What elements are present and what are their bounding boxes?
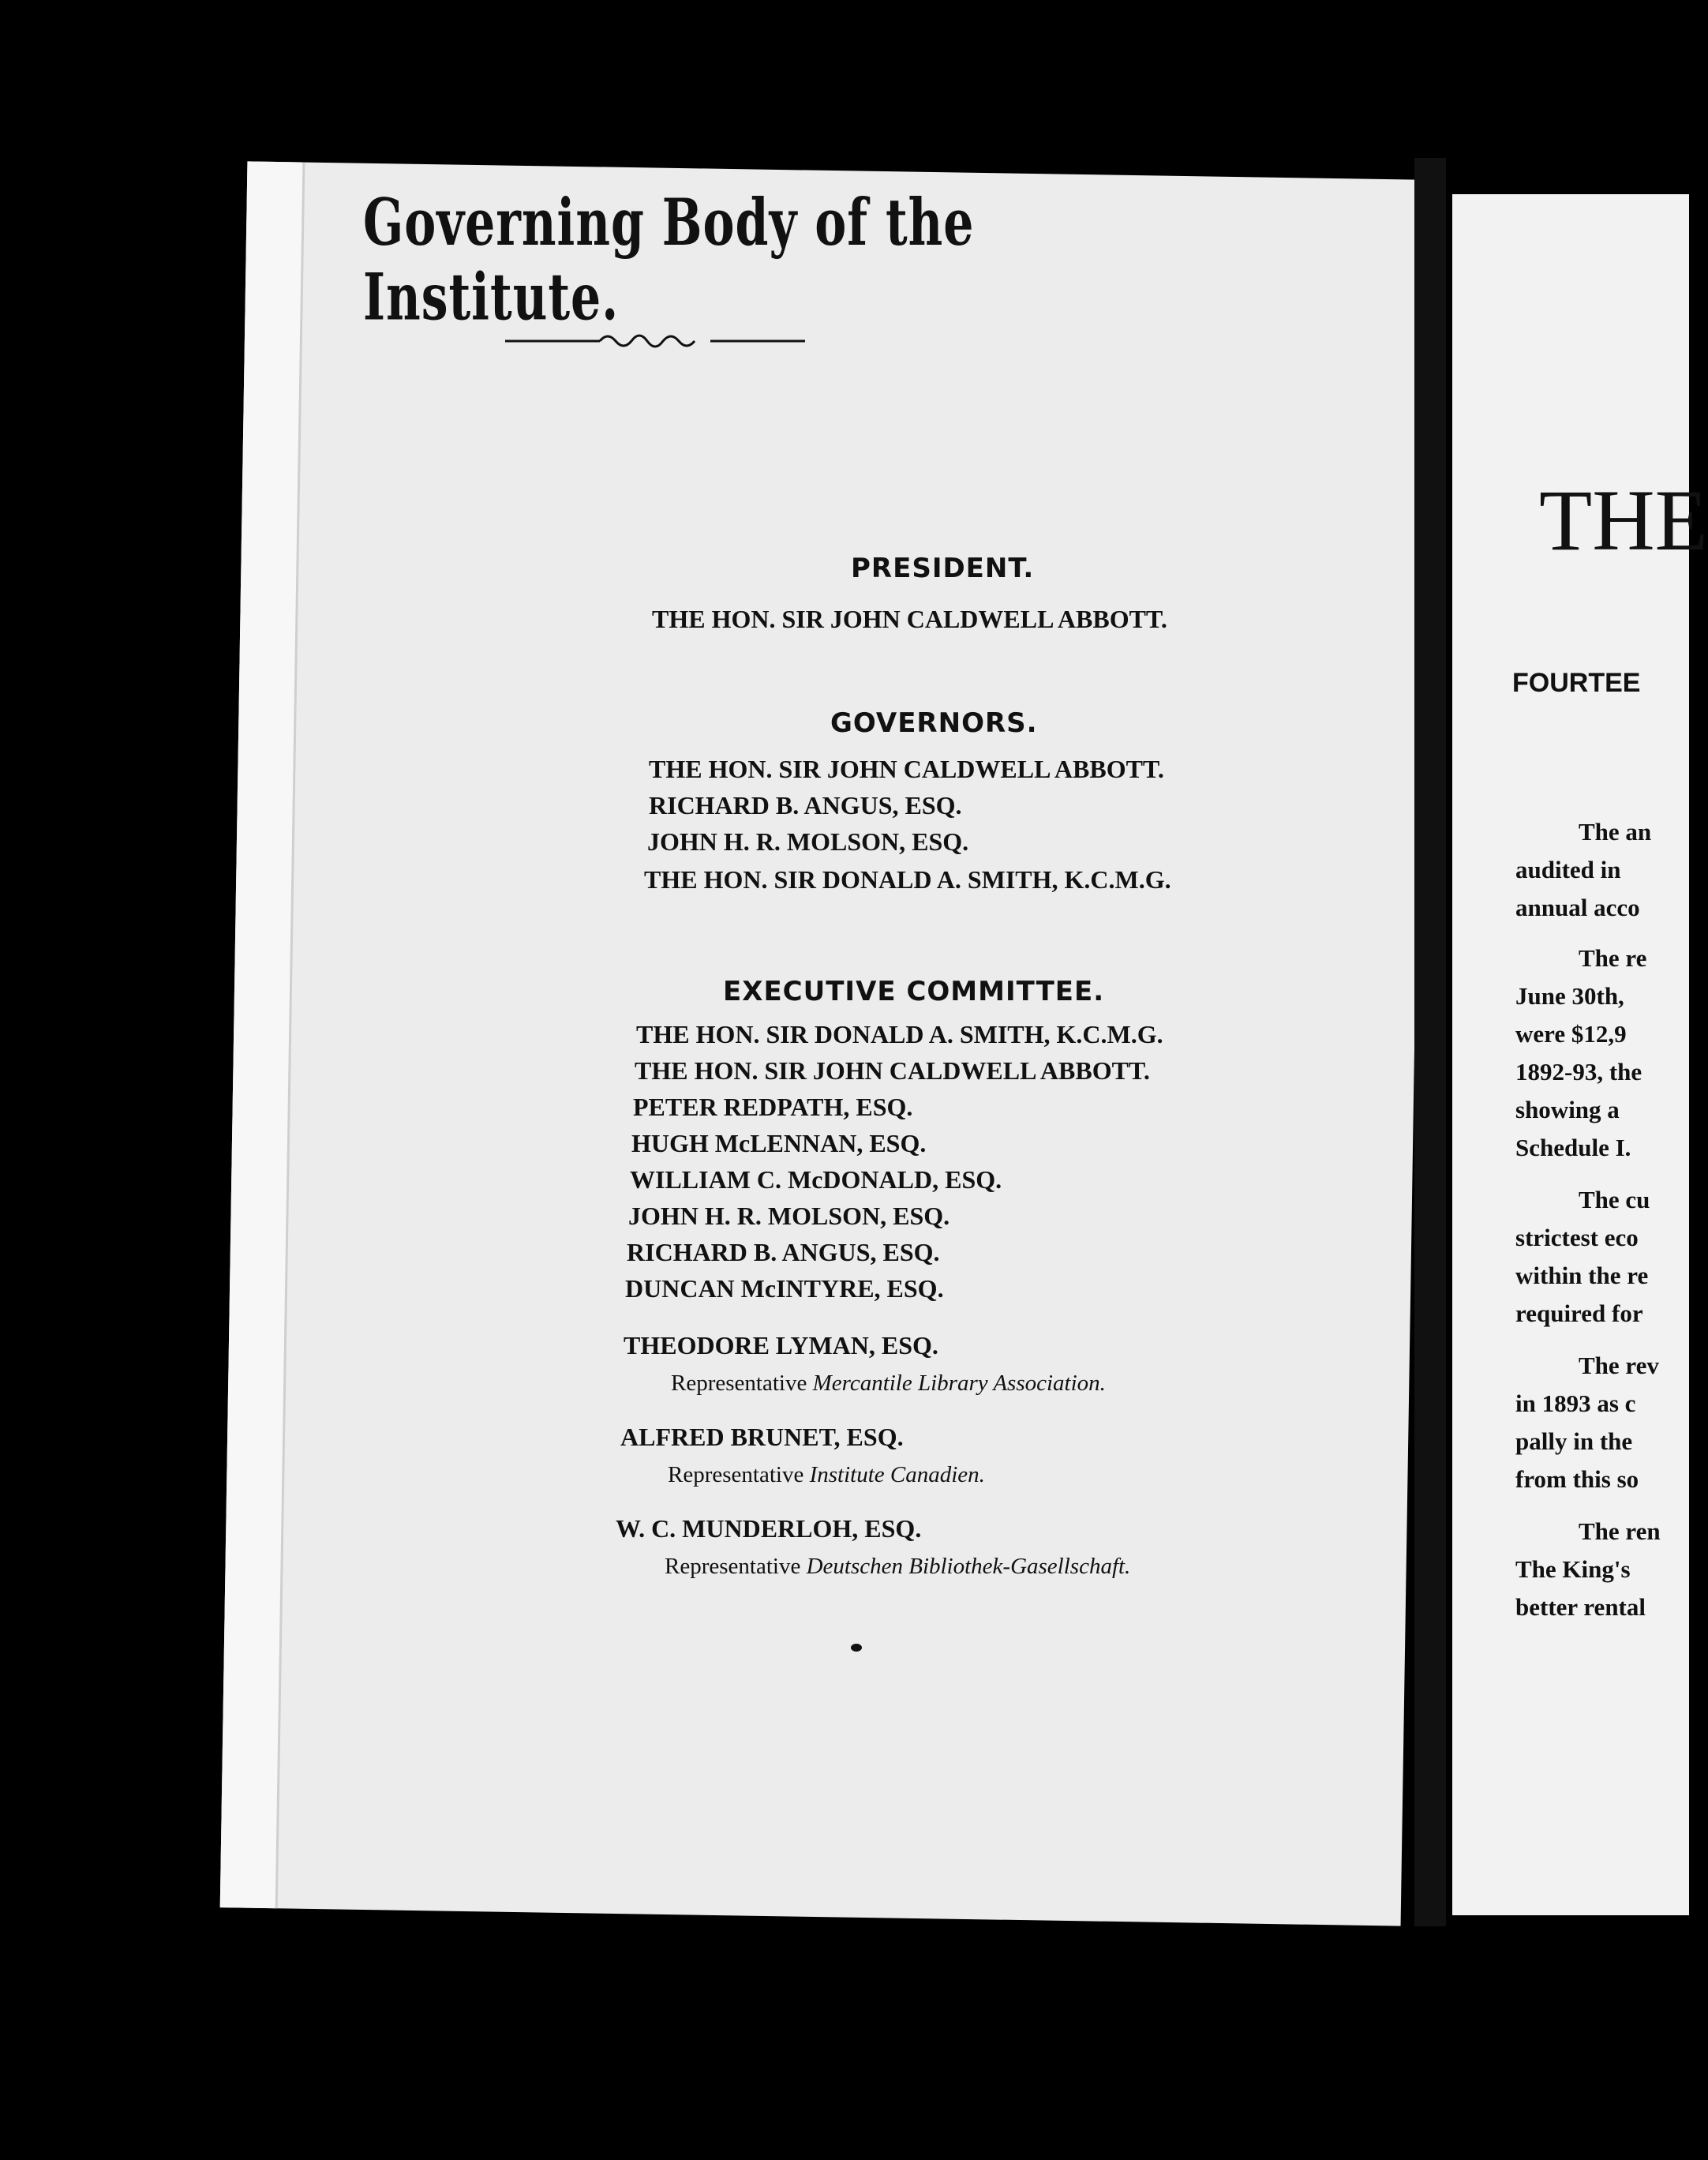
executive-committee-title: EXECUTIVE COMMITTEE. xyxy=(723,976,1105,1007)
committee-member: DUNCAN McINTYRE, ESQ. xyxy=(625,1274,944,1303)
body-line: June 30th, xyxy=(1515,982,1624,1010)
body-line: 1892-93, the xyxy=(1515,1058,1642,1086)
page-heading: Governing Body of the Institute. xyxy=(363,186,975,336)
representative-prefix: Representative xyxy=(668,1462,804,1487)
body-line: pally in the xyxy=(1515,1427,1633,1455)
governor-name: RICHARD B. ANGUS, ESQ. xyxy=(649,791,962,819)
representative-prefix: Representative xyxy=(665,1554,801,1579)
representative-prefix: Representative xyxy=(671,1371,807,1396)
representative-name: W. C. MUNDERLOH, ESQ. xyxy=(616,1514,922,1543)
committee-member: PETER REDPATH, ESQ. xyxy=(633,1093,913,1121)
representative-name: THEODORE LYMAN, ESQ. xyxy=(624,1331,938,1359)
body-line: audited in xyxy=(1515,856,1621,883)
right-page xyxy=(1452,194,1708,1915)
body-line: within the re xyxy=(1515,1262,1649,1289)
page-edge xyxy=(220,161,305,1908)
body-line: The cu xyxy=(1579,1186,1650,1213)
governor-name: THE HON. SIR DONALD A. SMITH, K.C.M.G. xyxy=(644,865,1171,894)
committee-member: JOHN H. R. MOLSON, ESQ. xyxy=(628,1202,950,1230)
end-bullet-icon xyxy=(851,1644,862,1652)
body-line: in 1893 as c xyxy=(1515,1389,1636,1417)
committee-member: THE HON. SIR JOHN CALDWELL ABBOTT. xyxy=(635,1056,1150,1085)
representative-name: ALFRED BRUNET, ESQ. xyxy=(620,1423,904,1451)
body-line: showing a xyxy=(1515,1096,1620,1123)
representative-org: Deutschen Bibliothek-Gasellschaft. xyxy=(806,1554,1131,1579)
committee-member: RICHARD B. ANGUS, ESQ. xyxy=(627,1238,940,1266)
body-line: The an xyxy=(1579,818,1652,846)
body-line: were $12,9 xyxy=(1515,1020,1627,1048)
body-line: required for xyxy=(1515,1299,1643,1327)
ornament-divider-icon xyxy=(505,324,805,355)
committee-member: HUGH McLENNAN, ESQ. xyxy=(631,1129,927,1157)
right-page-subtitle: FOURTEE xyxy=(1512,668,1641,698)
representative-org: Institute Canadien. xyxy=(809,1462,985,1487)
representative-affiliation xyxy=(671,1371,1106,1397)
governor-name: THE HON. SIR JOHN CALDWELL ABBOTT. xyxy=(649,755,1164,783)
body-line: The ren xyxy=(1579,1517,1661,1545)
right-page-title: THE xyxy=(1539,472,1708,568)
president-name: THE HON. SIR JOHN CALDWELL ABBOTT. xyxy=(652,605,1167,633)
governors-title: GOVERNORS. xyxy=(830,707,1038,739)
committee-member: THE HON. SIR DONALD A. SMITH, K.C.M.G. xyxy=(636,1020,1163,1048)
body-line: better rental xyxy=(1515,1593,1646,1621)
book-spine xyxy=(1414,158,1446,1926)
committee-member: WILLIAM C. McDONALD, ESQ. xyxy=(630,1165,1002,1194)
governor-name: JOHN H. R. MOLSON, ESQ. xyxy=(647,827,969,856)
body-line: strictest eco xyxy=(1515,1224,1639,1251)
representative-org: Mercantile Library Association. xyxy=(812,1371,1106,1396)
representative-affiliation xyxy=(665,1554,1130,1580)
body-line: The re xyxy=(1579,944,1647,972)
president-title: PRESIDENT. xyxy=(851,553,1035,584)
body-line: annual acco xyxy=(1515,894,1640,921)
body-line: from this so xyxy=(1515,1465,1639,1493)
body-line: The rev xyxy=(1579,1352,1659,1379)
representative-affiliation xyxy=(668,1462,985,1488)
body-line: Schedule I. xyxy=(1515,1134,1631,1161)
body-line: The King's xyxy=(1515,1555,1631,1583)
